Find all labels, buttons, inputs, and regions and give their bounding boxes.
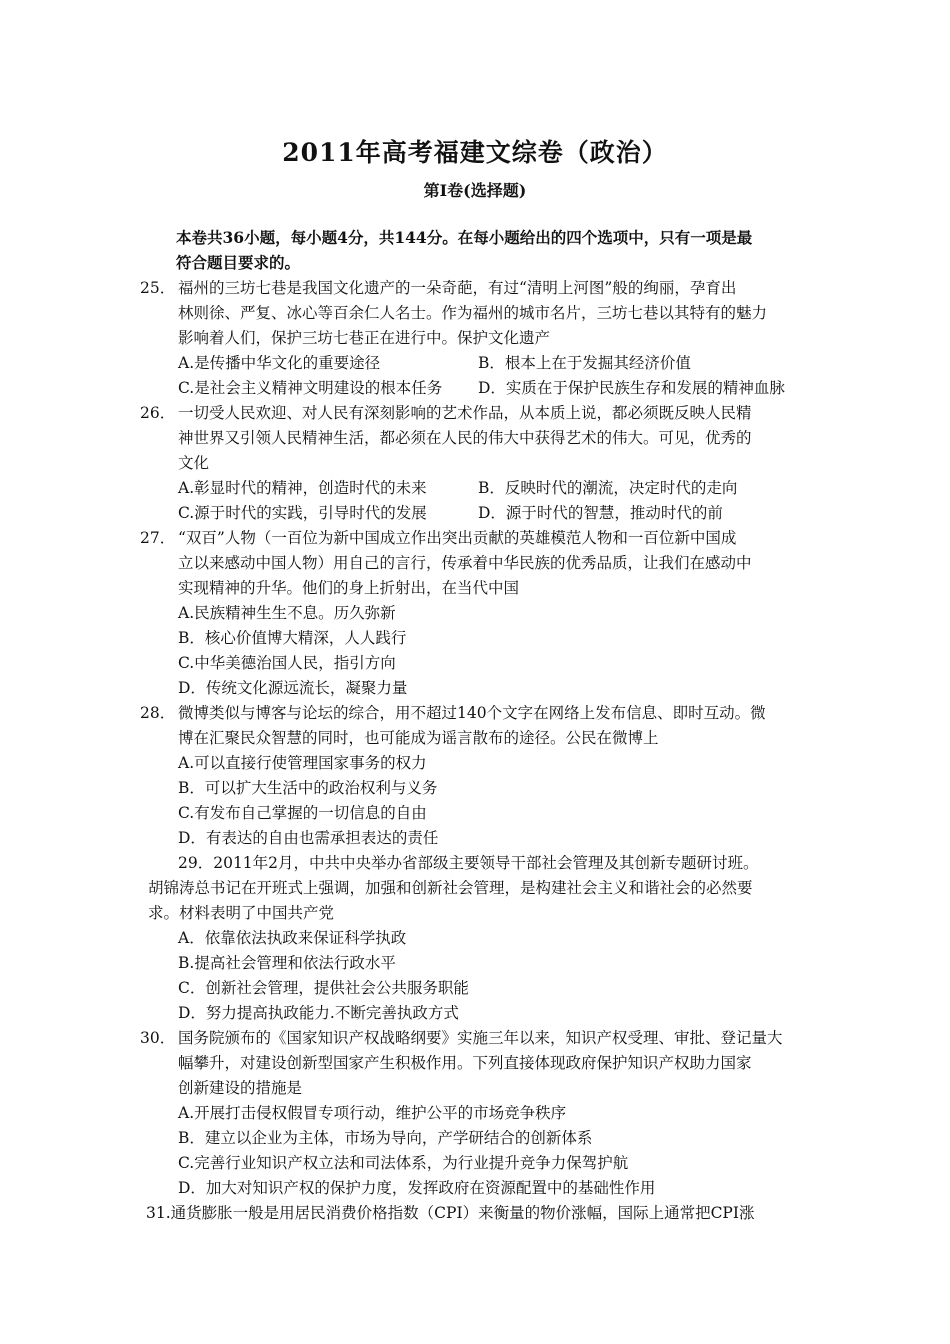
instructions-line-1: 本卷共36小题，每小题4分，共144分。在每小题给出的四个选项中，只有一项是最	[176, 228, 753, 247]
question-stem-line: 实现精神的升华。他们的身上折射出，在当代中国	[178, 579, 520, 597]
question-stem-line: 文化	[178, 454, 210, 472]
question-number: 26．	[140, 404, 176, 422]
option-a: A.开展打击侵权假冒专项行动，维护公平的市场竞争秩序	[178, 1104, 567, 1122]
question-stem-line: 胡锦涛总书记在开班式上强调，加强和创新社会管理，是构建社会主义和谐社会的必然要	[148, 879, 753, 897]
page-title: 2011年高考福建文综卷（政治）	[282, 138, 668, 167]
option-d: D．传统文化源远流长，凝聚力量	[178, 679, 408, 697]
question-stem-line: 创新建设的措施是	[178, 1079, 303, 1097]
option-c: C.有发布自己掌握的一切信息的自由	[178, 804, 427, 822]
option-a: A.彰显时代的精神，创造时代的未来	[178, 479, 427, 497]
option-a: A.民族精神生生不息。历久弥新	[178, 604, 396, 622]
option-a: A.可以直接行使管理国家事务的权力	[178, 754, 427, 772]
option-a: A．依靠依法执政来保证科学执政	[178, 929, 407, 947]
instructions-line-2: 符合题目要求的。	[176, 253, 301, 272]
question-stem-line: 影响着人们，保护三坊七巷正在进行中。保护文化遗产	[178, 329, 551, 347]
question-stem-line: 林则徐、严复、冰心等百余仁人名士。作为福州的城市名片，三坊七巷以其特有的魅力	[178, 304, 768, 322]
question-stem-line: 求。材料表明了中国共产党	[148, 904, 335, 922]
option-c: C.完善行业知识产权立法和司法体系，为行业提升竞争力保驾护航	[178, 1154, 629, 1172]
question-stem-line: 一切受人民欢迎、对人民有深刻影响的艺术作品，从本质上说，都必须既反映人民精	[178, 404, 752, 422]
option-d: D．加大对知识产权的保护力度，发挥政府在资源配置中的基础性作用	[178, 1179, 656, 1197]
option-b: B.提高社会管理和依法行政水平	[178, 954, 396, 972]
section-subtitle: 第Ⅰ卷(选择题)	[423, 181, 527, 200]
option-b: B．建立以企业为主体，市场为导向，产学研结合的创新体系	[178, 1129, 593, 1147]
question-number: 28．	[140, 704, 176, 722]
option-b: B．可以扩大生活中的政治权利与义务	[178, 779, 438, 797]
option-b: B．核心价值博大精深，人人践行	[178, 629, 407, 647]
option-c: C.源于时代的实践，引导时代的发展	[178, 504, 427, 522]
question-stem-line: “双百”人物（一百位为新中国成立作出突出贡献的英雄模范人物和一百位新中国成	[178, 529, 737, 547]
option-c: C.中华美德治国人民，指引方向	[178, 654, 396, 672]
question-stem-line: 微博类似与博客与论坛的综合，用不超过140个文字在网络上发布信息、即时互动。微	[178, 704, 766, 722]
question-number: 25．	[140, 279, 176, 297]
option-b: B．反映时代的潮流，决定时代的走向	[478, 479, 738, 497]
question-stem-line: 福州的三坊七巷是我国文化遗产的一朵奇葩，有过“清明上河图”般的绚丽，孕育出	[178, 279, 737, 297]
option-b: B．根本上在于发掘其经济价值	[478, 354, 691, 372]
question-stem-line: 博在汇聚民众智慧的同时，也可能成为谣言散布的途径。公民在微博上	[178, 729, 659, 747]
option-a: A.是传播中华文化的重要途径	[178, 354, 381, 372]
question-number: 27．	[140, 529, 176, 547]
option-d: D．实质在于保护民族生存和发展的精神血脉	[478, 379, 785, 397]
option-d: D．源于时代的智慧，推动时代的前	[478, 504, 723, 522]
option-d: D．努力提高执政能力.不断完善执政方式	[178, 1004, 459, 1022]
option-c: C．创新社会管理，提供社会公共服务职能	[178, 979, 469, 997]
question-number: 30．	[140, 1029, 176, 1047]
option-c: C.是社会主义精神文明建设的根本任务	[178, 379, 443, 397]
question-stem-line: 31.通货膨胀一般是用居民消费价格指数（CPI）来衡量的物价涨幅，国际上通常把CPI涨	[146, 1204, 755, 1222]
question-stem-line: 幅攀升，对建设创新型国家产生积极作用。下列直接体现政府保护知识产权助力国家	[178, 1054, 752, 1072]
question-stem-line: 立以来感动中国人物）用自己的言行，传承着中华民族的优秀品质，让我们在感动中	[178, 554, 752, 572]
question-stem-line: 29．2011年2月，中共中央举办省部级主要领导干部社会管理及其创新专题研讨班。	[178, 854, 759, 872]
question-stem-line: 神世界又引领人民精神生活，都必须在人民的伟大中获得艺术的伟大。可见，优秀的	[178, 429, 752, 447]
question-stem-line: 国务院颁布的《国家知识产权战略纲要》实施三年以来，知识产权受理、审批、登记量大	[178, 1029, 783, 1047]
option-d: D．有表达的自由也需承担表达的责任	[178, 829, 439, 847]
